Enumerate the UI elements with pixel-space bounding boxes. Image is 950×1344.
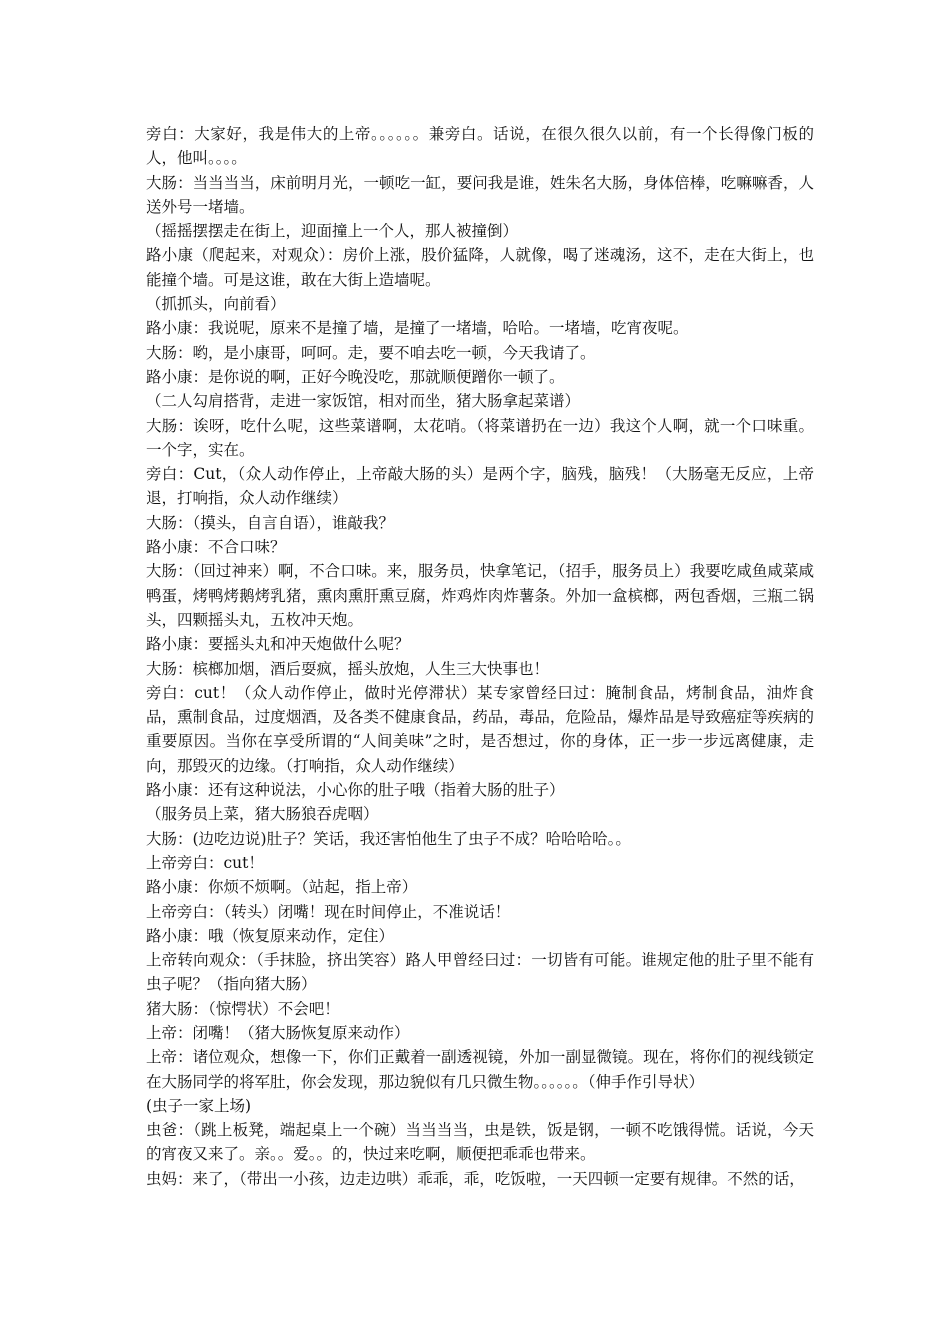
script-page xyxy=(146,122,814,1191)
line-zhudachang: 猪大肠：（惊愕状）不会吧！ xyxy=(146,999,340,1018)
line-dachang: 大肠：诶呀，吃什么呢，这些菜谱啊，太花哨。（将菜谱扔在一边）我这个人啊，就一个口味重。一个字，实在。 xyxy=(146,416,814,459)
line-god: 上帝：闭嘴！（猪大肠恢复原来动作） xyxy=(146,1023,410,1042)
line-dachang-intro: 大肠：当当当当，床前明月光，一顿吃一缸，要问我是谁，姓朱名大肠，身体倍棒，吃嘛嘛香，人送外号一堵墙。 xyxy=(146,173,814,216)
line-god: 上帝：诸位观众，想像一下，你们正戴着一副透视镜，外加一副显微镜。现在，将你们的视线锁定在大肠同学的将军肚，你会发现，那边貌似有几只微生物。。。。。。（伸手作引导状） xyxy=(146,1048,814,1091)
stage-direction: （摇摇摆摆走在街上，迎面撞上一个人，那人被撞倒） xyxy=(146,222,519,241)
line-dachang: 大肠：(边吃边说)肚子？笑话，我还害怕他生了虫子不成？哈哈哈哈。。 xyxy=(146,829,631,848)
stage-direction: (虫子一家上场) xyxy=(146,1096,252,1115)
line-narrator: 旁白：cut！（众人动作停止，做时光停滞状）某专家曾经曰过：腌制食品，烤制食品，油炸食品，熏制食品，过度烟酒，及各类不健康食品，药品，毒品，危险品，爆炸品是导致癌症等疾病的重要原因。当你在享受所谓的“人间美味”之时，是否想过，你的身体，正一步一步远离健康，走向，那毁灭的边缘。（打响指，众人动作继续） xyxy=(146,683,814,775)
line-bug-dad: 虫爸：（跳上板凳，端起桌上一个碗）当当当当，虫是铁，饭是钢，一顿不吃饿得慌。话说，今天的宵夜又来了。亲。。爱。。的，快过来吃啊，顺便把乖乖也带来。 xyxy=(146,1121,814,1164)
line-luxiaokang: 路小康：哦（恢复原来动作，定住） xyxy=(146,926,395,945)
line-narrator-intro: 旁白：大家好，我是伟大的上帝。。。。。。兼旁白。话说，在很久很久以前，有一个长得像门板的人，他叫。。。。 xyxy=(146,125,814,168)
stage-direction: （抓抓头，向前看） xyxy=(146,295,286,314)
line-dachang: 大肠：哟，是小康哥，呵呵。走，要不咱去吃一顿，今天我请了。 xyxy=(146,343,596,362)
line-luxiaokang: 路小康：我说呢，原来不是撞了墙，是撞了一堵墙，哈哈。一堵墙，吃宵夜呢。 xyxy=(146,319,689,338)
line-god: 上帝转向观众：（手抹脸，挤出笑容）路人甲曾经曰过：一切皆有可能。谁规定他的肚子里不能有虫子呢？（指向猪大肠） xyxy=(146,951,814,994)
line-dachang: 大肠：槟榔加烟，酒后耍疯，摇头放炮，人生三大快事也！ xyxy=(146,659,550,678)
line-narrator: 旁白：Cut，（众人动作停止，上帝敲大肠的头）是两个字，脑残，脑残！（大肠毫无反应，上帝退，打响指，众人动作继续） xyxy=(146,465,814,508)
line-dachang: 大肠：（摸头，自言自语），谁敲我？ xyxy=(146,513,395,532)
line-luxiaokang: 路小康：是你说的啊，正好今晚没吃，那就顺便蹭你一顿了。 xyxy=(146,367,565,386)
line-bug-mom: 虫妈：来了，（带出一小孩，边走边哄）乖乖，乖，吃饭啦，一天四顿一定要有规律。不然的话， xyxy=(146,1169,805,1188)
line-luxiaokang: 路小康（爬起来，对观众）：房价上涨，股价猛降，人就像，喝了迷魂汤，这不，走在大街上，也能撞个墙。可是这谁，敢在大街上造墙呢。 xyxy=(146,246,814,289)
line-luxiaokang: 路小康：还有这种说法，小心你的肚子哦（指着大肠的肚子） xyxy=(146,781,565,800)
line-luxiaokang: 路小康：你烦不烦啊。（站起，指上帝） xyxy=(146,878,418,897)
stage-direction: （服务员上菜，猪大肠狼吞虎咽） xyxy=(146,805,379,824)
line-dachang: 大肠：（回过神来）啊，不合口味。来，服务员，快拿笔记，（招手，服务员上）我要吃咸鱼咸菜咸鸭蛋，烤鸭烤鹅烤乳猪，熏肉熏肝熏豆腐，炸鸡炸肉炸薯条。外加一盒槟榔，两包香烟，三瓶二锅头，四颗摇头丸，五枚冲天炮。 xyxy=(146,562,814,629)
stage-direction: （二人勾肩搭背，走进一家饭馆，相对而坐，猪大肠拿起菜谱） xyxy=(146,392,581,411)
line-god-narrator: 上帝旁白：cut！ xyxy=(146,853,264,872)
line-luxiaokang: 路小康：不合口味？ xyxy=(146,538,286,557)
line-god-narrator: 上帝旁白：（转头）闭嘴！现在时间停止，不准说话！ xyxy=(146,902,511,921)
line-luxiaokang: 路小康：要摇头丸和冲天炮做什么呢？ xyxy=(146,635,410,654)
